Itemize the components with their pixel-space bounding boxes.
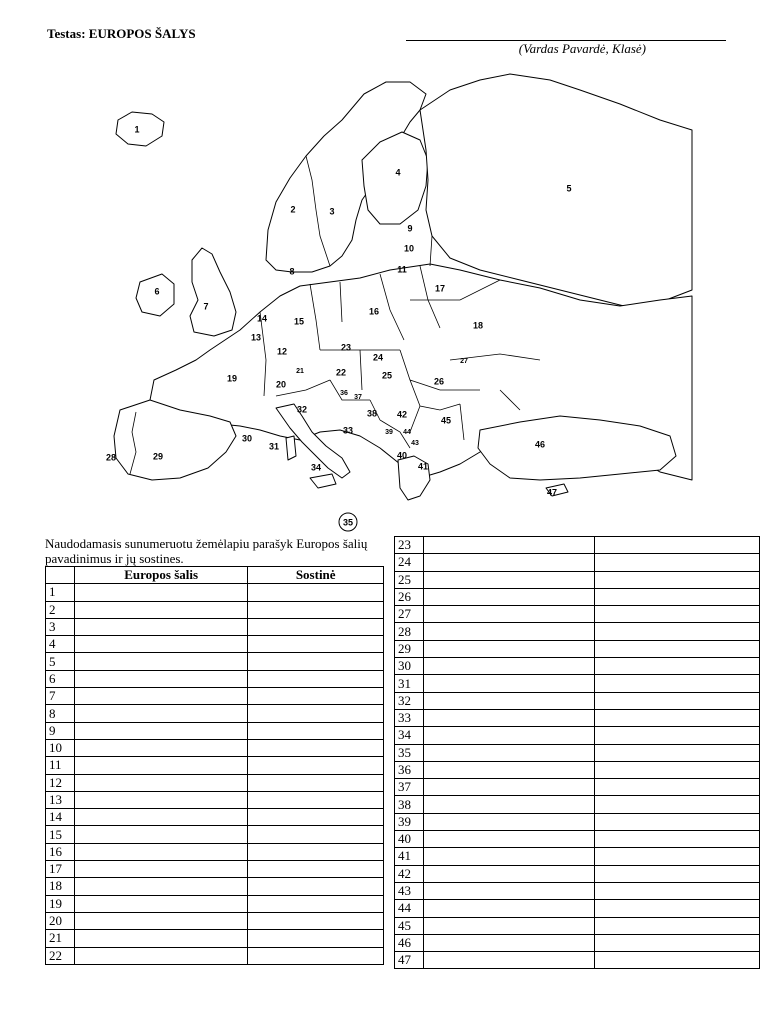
table-row [395,537,760,554]
header-number [46,567,75,584]
map-label-44: 44 [403,428,411,436]
map-label-8: 8 [289,266,295,277]
country-cell[interactable] [74,774,247,791]
country-cell[interactable] [423,692,595,709]
country-cell[interactable] [74,584,247,601]
map-label-35: 35 [342,517,354,528]
table-row [46,739,384,756]
table-row [46,757,384,774]
row-number: 27 [395,606,424,623]
table-row [395,813,760,830]
map-label-2: 2 [290,204,296,215]
country-cell[interactable] [74,791,247,808]
capital-cell[interactable] [595,554,760,571]
map-label-46: 46 [534,439,546,450]
row-number: 14 [46,809,75,826]
table-row [46,774,384,791]
map-label-16: 16 [368,306,380,317]
capital-cell[interactable] [595,900,760,917]
row-number: 32 [395,692,424,709]
map-label-38: 38 [366,408,378,419]
map-label-31: 31 [268,441,280,452]
row-number: 45 [395,917,424,934]
capital-cell[interactable] [248,861,384,878]
table-row [46,930,384,947]
capital-cell[interactable] [248,670,384,687]
map-label-9: 9 [407,223,413,234]
map-label-33: 33 [342,425,354,436]
row-number: 31 [395,675,424,692]
map-label-45: 45 [440,415,452,426]
map-label-15: 15 [293,316,305,327]
table-row [395,571,760,588]
map-label-21: 21 [296,367,304,375]
map-label-28: 28 [105,452,117,463]
row-number: 8 [46,705,75,722]
row-number: 46 [395,934,424,951]
capital-cell[interactable] [248,809,384,826]
capital-cell[interactable] [595,727,760,744]
capital-cell[interactable] [595,571,760,588]
row-number: 13 [46,791,75,808]
row-number: 35 [395,744,424,761]
row-number: 16 [46,843,75,860]
table-row [46,601,384,618]
country-cell[interactable] [423,831,595,848]
row-number: 39 [395,813,424,830]
country-cell[interactable] [423,537,595,554]
map-label-7: 7 [203,301,209,312]
capital-cell[interactable] [595,640,760,657]
row-number: 19 [46,895,75,912]
capital-cell[interactable] [248,601,384,618]
row-number: 6 [46,670,75,687]
table-row [46,826,384,843]
capital-cell[interactable] [595,848,760,865]
map-label-39: 39 [385,428,393,436]
country-cell[interactable] [423,917,595,934]
country-cell[interactable] [423,623,595,640]
capital-cell[interactable] [595,882,760,899]
capital-cell[interactable] [595,606,760,623]
country-cell[interactable] [74,843,247,860]
map-label-19: 19 [226,373,238,384]
table-row [46,722,384,739]
table-row [46,947,384,964]
table-row [395,658,760,675]
table-row [395,744,760,761]
row-number: 34 [395,727,424,744]
capital-cell[interactable] [248,878,384,895]
row-number: 40 [395,831,424,848]
map-label-20: 20 [275,379,287,390]
capital-cell[interactable] [595,709,760,726]
country-cell[interactable] [74,653,247,670]
map-label-25: 25 [381,370,393,381]
table-row [395,761,760,778]
capital-cell[interactable] [248,757,384,774]
country-cell[interactable] [423,554,595,571]
table-row [395,900,760,917]
table-row [395,831,760,848]
country-cell[interactable] [423,848,595,865]
table-row [395,934,760,951]
row-number: 9 [46,722,75,739]
capital-cell[interactable] [248,895,384,912]
country-cell[interactable] [74,912,247,929]
row-number: 7 [46,688,75,705]
title-label: Testas: [47,26,86,41]
table-row [46,878,384,895]
capital-cell[interactable] [595,588,760,605]
capital-cell[interactable] [595,952,760,969]
map-label-23: 23 [340,342,352,353]
row-number: 11 [46,757,75,774]
map-label-26: 26 [433,376,445,387]
row-number: 29 [395,640,424,657]
name-caption: (Vardas Pavardė, Klasė) [518,41,646,56]
table-row [46,618,384,635]
table-row [395,606,760,623]
country-cell[interactable] [423,744,595,761]
table-row [395,952,760,969]
header-capital: Sostinė [248,567,384,584]
capital-cell[interactable] [248,774,384,791]
country-cell[interactable] [423,952,595,969]
capital-cell[interactable] [248,912,384,929]
country-cell[interactable] [74,739,247,756]
europe-map [80,60,700,538]
instructions: Naudodamasis sunumeruotu žemėlapiu parašyk Europos šalių pavadinimus ir jų sostines. [45,536,368,566]
country-cell[interactable] [74,636,247,653]
capital-cell[interactable] [595,537,760,554]
capital-cell[interactable] [595,813,760,830]
map-label-11: 11 [397,264,407,275]
map-label-29: 29 [152,451,164,462]
country-cell[interactable] [74,878,247,895]
map-label-13: 13 [250,332,262,343]
table-row [46,843,384,860]
map-label-1: 1 [134,124,140,135]
row-number: 33 [395,709,424,726]
row-number: 21 [46,930,75,947]
table-row [46,584,384,601]
row-number: 44 [395,900,424,917]
capital-cell[interactable] [248,722,384,739]
table-row [46,912,384,929]
table-row [46,895,384,912]
country-cell[interactable] [423,865,595,882]
capital-cell[interactable] [595,744,760,761]
map-britain [190,248,236,336]
country-cell[interactable] [423,761,595,778]
capital-cell[interactable] [595,796,760,813]
map-label-30: 30 [241,433,253,444]
country-cell[interactable] [74,722,247,739]
table-row [46,861,384,878]
country-cell[interactable] [74,861,247,878]
map-label-37: 37 [354,393,362,401]
row-number: 23 [395,537,424,554]
table-row [395,692,760,709]
map-label-3: 3 [329,206,335,217]
country-cell[interactable] [423,571,595,588]
country-cell[interactable] [423,658,595,675]
map-label-10: 10 [403,243,415,254]
title-value: EUROPOS ŠALYS [88,26,196,41]
capital-cell[interactable] [595,779,760,796]
row-number: 28 [395,623,424,640]
table-row [395,727,760,744]
capital-cell[interactable] [595,831,760,848]
table-row [395,779,760,796]
country-cell[interactable] [74,895,247,912]
row-number: 36 [395,761,424,778]
row-number: 18 [46,878,75,895]
map-sicily [310,474,336,488]
table-row [395,865,760,882]
capital-cell[interactable] [595,675,760,692]
capital-cell[interactable] [248,584,384,601]
row-number: 15 [46,826,75,843]
capital-cell[interactable] [595,692,760,709]
table-row [395,709,760,726]
row-number: 5 [46,653,75,670]
table-row [46,791,384,808]
row-number: 1 [46,584,75,601]
table-row [46,705,384,722]
row-number: 22 [46,947,75,964]
country-cell[interactable] [423,640,595,657]
row-number: 43 [395,882,424,899]
row-number: 37 [395,779,424,796]
capital-cell[interactable] [248,791,384,808]
row-number: 10 [46,739,75,756]
table-row [395,848,760,865]
country-cell[interactable] [74,618,247,635]
table-row [46,653,384,670]
map-label-6: 6 [154,286,160,297]
map-label-40: 40 [396,450,408,461]
map-label-22: 22 [335,367,347,378]
europe-map-svg [80,60,700,538]
page-title [47,26,196,42]
map-label-42: 42 [396,409,408,420]
capital-cell[interactable] [248,705,384,722]
map-label-5: 5 [566,183,572,194]
capital-cell[interactable] [248,618,384,635]
capital-cell[interactable] [595,658,760,675]
country-cell[interactable] [423,606,595,623]
capital-cell[interactable] [248,636,384,653]
row-number: 20 [46,912,75,929]
country-cell[interactable] [423,675,595,692]
country-cell[interactable] [423,727,595,744]
table-row [46,636,384,653]
capital-cell[interactable] [595,934,760,951]
row-number: 17 [46,861,75,878]
row-number: 4 [46,636,75,653]
country-cell[interactable] [74,757,247,774]
table-row [395,588,760,605]
country-cell[interactable] [74,947,247,964]
row-number: 12 [46,774,75,791]
capital-cell[interactable] [248,653,384,670]
capital-cell[interactable] [595,623,760,640]
capital-cell[interactable] [248,739,384,756]
country-cell[interactable] [74,826,247,843]
map-sardinia [286,436,296,460]
map-label-4: 4 [395,167,401,178]
map-label-41: 41 [417,461,429,472]
table-header-row [46,567,384,584]
table-row [395,796,760,813]
capital-cell[interactable] [595,917,760,934]
country-cell[interactable] [423,813,595,830]
header-country: Europos šalis [74,567,247,584]
table-row [46,809,384,826]
country-cell[interactable] [423,934,595,951]
country-cell[interactable] [423,709,595,726]
row-number: 30 [395,658,424,675]
country-cell[interactable] [74,670,247,687]
capital-cell[interactable] [248,826,384,843]
map-label-27: 27 [460,357,468,365]
row-number: 25 [395,571,424,588]
map-label-43: 43 [411,439,419,447]
table-row [395,640,760,657]
country-cell[interactable] [74,930,247,947]
table-row [395,554,760,571]
map-label-17: 17 [434,283,446,294]
table-row [395,882,760,899]
table-row [46,670,384,687]
table-row [395,623,760,640]
row-number: 42 [395,865,424,882]
country-cell[interactable] [423,779,595,796]
capital-cell[interactable] [595,761,760,778]
country-cell[interactable] [74,705,247,722]
capital-cell[interactable] [248,843,384,860]
capital-cell[interactable] [248,688,384,705]
country-cell[interactable] [74,809,247,826]
capital-cell[interactable] [248,930,384,947]
row-number: 26 [395,588,424,605]
map-iceland [116,112,164,146]
country-cell[interactable] [423,882,595,899]
map-label-24: 24 [372,352,384,363]
country-cell[interactable] [423,588,595,605]
row-number: 24 [395,554,424,571]
answers-table-left [45,566,384,965]
country-cell[interactable] [74,601,247,618]
row-number: 2 [46,601,75,618]
country-cell[interactable] [423,900,595,917]
table-row [395,675,760,692]
capital-cell[interactable] [248,947,384,964]
country-cell[interactable] [423,796,595,813]
map-label-12: 12 [276,346,288,357]
answers-table-right [394,536,760,969]
map-label-47: 47 [546,487,558,498]
row-number: 38 [395,796,424,813]
map-label-34: 34 [310,462,322,473]
map-label-18: 18 [472,320,484,331]
row-number: 47 [395,952,424,969]
map-label-36: 36 [340,389,348,397]
capital-cell[interactable] [595,865,760,882]
map-label-32: 32 [296,404,308,415]
table-row [46,688,384,705]
table-row [395,917,760,934]
row-number: 41 [395,848,424,865]
map-label-14: 14 [256,313,268,324]
country-cell[interactable] [74,688,247,705]
row-number: 3 [46,618,75,635]
